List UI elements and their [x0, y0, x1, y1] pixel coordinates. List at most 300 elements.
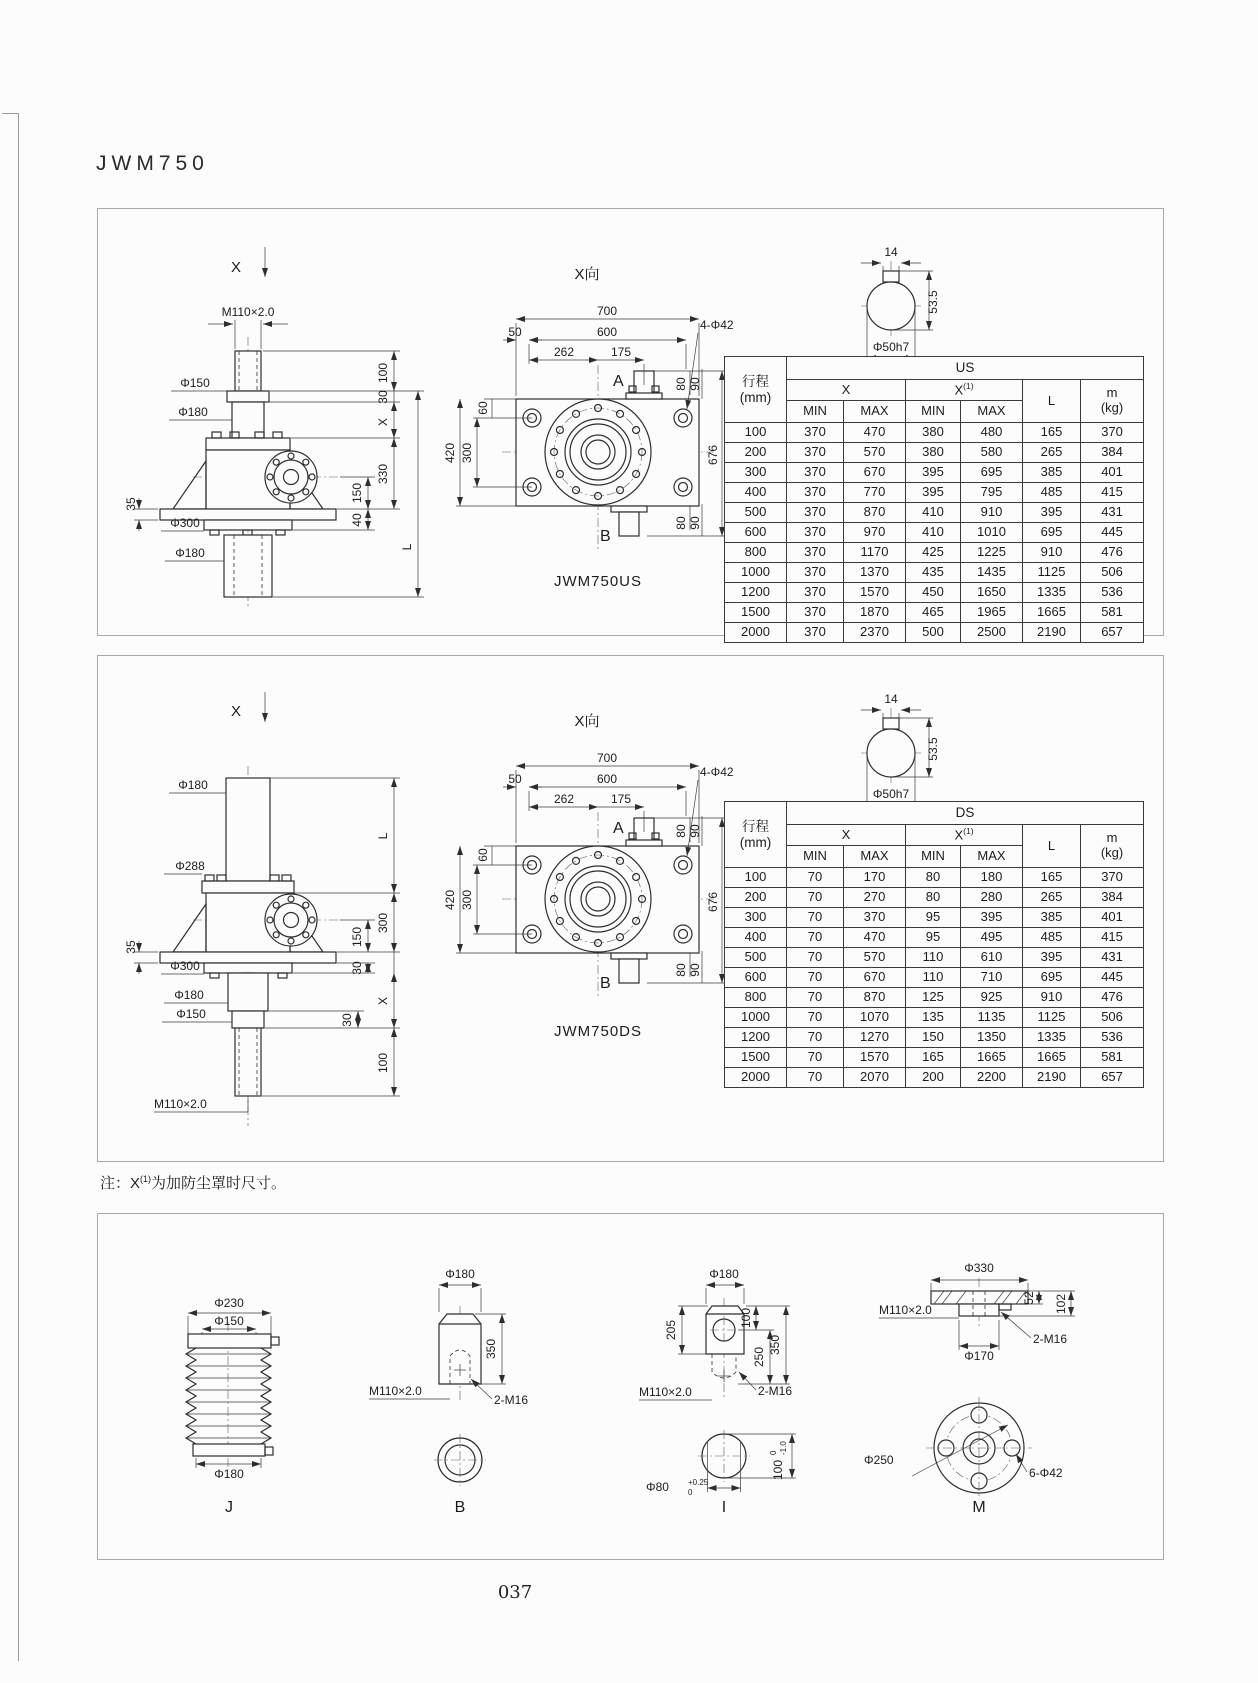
- table-cell: 500: [906, 623, 961, 643]
- i-d80-sup: +0.25: [688, 1478, 709, 1487]
- table-cell: 370: [1081, 868, 1144, 888]
- us-model-label: JWM750US: [553, 573, 643, 590]
- table-cell: 1370: [844, 563, 906, 583]
- table-cell: 100: [725, 868, 787, 888]
- table-cell: 770: [844, 483, 906, 503]
- table-cell: 110: [906, 948, 961, 968]
- us-dim-300: 300: [460, 442, 474, 464]
- table-cell: 2000: [725, 623, 787, 643]
- table-cell: 425: [906, 543, 961, 563]
- table-cell: 370: [1081, 423, 1144, 443]
- table-cell: 1435: [961, 563, 1023, 583]
- table-row: [725, 623, 1144, 643]
- table-cell: 170: [844, 868, 906, 888]
- ds-dim-50: 50: [508, 772, 522, 786]
- page-number: 037: [497, 1582, 533, 1603]
- table-row: [725, 1068, 1144, 1088]
- table-cell: 2070: [844, 1068, 906, 1088]
- i-dim-100: 100: [739, 1307, 753, 1329]
- table-cell: 165: [1023, 423, 1081, 443]
- us-dim-x: X: [376, 417, 390, 427]
- ds-shaft-detail: [861, 692, 940, 808]
- table-cell: 695: [1023, 523, 1081, 543]
- us-dim-80a: 80: [674, 377, 688, 391]
- us-dim-262: 262: [553, 345, 575, 359]
- us-dim-l: L: [400, 543, 414, 551]
- table-cell: 70: [787, 908, 844, 928]
- i-d180-label: Φ180: [709, 1267, 739, 1281]
- ds-table-body: [725, 868, 1144, 1088]
- margin-rule-tick: [2, 113, 19, 114]
- ds-dim-300t: 300: [460, 889, 474, 911]
- us-col-min1: MIN: [787, 401, 844, 423]
- table-cell: 400: [725, 483, 787, 503]
- table-cell: 695: [961, 463, 1023, 483]
- us-dim-30: 30: [376, 390, 390, 404]
- us-d180-bot-label: Φ180: [175, 546, 205, 560]
- us-col-stroke: 行程 (mm): [725, 357, 787, 423]
- footnote: 注：$X^{(1)}$为加防尘罩时尺寸。: [100, 1174, 287, 1192]
- table-cell: 581: [1081, 1048, 1144, 1068]
- table-row: [725, 463, 1144, 483]
- table-cell: 385: [1023, 908, 1081, 928]
- table-cell: 95: [906, 908, 961, 928]
- table-cell: 415: [1081, 928, 1144, 948]
- table-cell: 600: [725, 968, 787, 988]
- table-cell: 670: [844, 968, 906, 988]
- i-dim-350: 350: [768, 1334, 782, 1356]
- table-cell: 500: [725, 948, 787, 968]
- table-cell: 1200: [725, 583, 787, 603]
- ds-thread-label: M110×2.0: [154, 1097, 207, 1111]
- table-cell: 300: [725, 463, 787, 483]
- us-table-body: [725, 423, 1144, 643]
- us-col-x1: $X^{(1)}$: [906, 380, 1023, 401]
- us-dim-150: 150: [350, 482, 364, 504]
- table-cell: 370: [787, 543, 844, 563]
- table-cell: 70: [787, 968, 844, 988]
- us-dim-100: 100: [376, 362, 390, 384]
- accessory-j-bellows: [186, 1296, 279, 1516]
- table-cell: 395: [1023, 503, 1081, 523]
- ds-panel: [97, 655, 1164, 1162]
- us-dim-420: 420: [443, 442, 457, 464]
- ds-d180-bot-label: Φ180: [174, 988, 204, 1002]
- table-cell: 1335: [1023, 1028, 1081, 1048]
- us-axis-label: X: [230, 259, 242, 276]
- ds-dim-holes: 4-Φ42: [700, 765, 734, 779]
- table-cell: 1125: [1023, 563, 1081, 583]
- m-d170-label: Φ170: [964, 1349, 994, 1363]
- us-dim-40: 40: [350, 513, 364, 527]
- margin-rule: [18, 113, 19, 1661]
- b-tap-label: 2-M16: [494, 1393, 529, 1407]
- table-cell: 370: [787, 423, 844, 443]
- table-cell: 2000: [725, 1068, 787, 1088]
- shaft-depth: 53.5: [926, 737, 940, 761]
- shaft-dia: Φ50h7: [872, 340, 910, 354]
- table-cell: 710: [961, 968, 1023, 988]
- table-cell: 610: [961, 948, 1023, 968]
- table-cell: 370: [787, 583, 844, 603]
- table-cell: 401: [1081, 463, 1144, 483]
- table-cell: 1965: [961, 603, 1023, 623]
- table-cell: 1135: [961, 1008, 1023, 1028]
- us-d150-label: Φ150: [180, 376, 210, 390]
- m-tap-label: 2-M16: [1033, 1332, 1068, 1346]
- table-cell: 500: [725, 503, 787, 523]
- table-cell: 270: [844, 888, 906, 908]
- ds-topview-title: X向: [574, 713, 600, 730]
- shaft-depth: 53.5: [926, 290, 940, 314]
- us-dim-35: 35: [124, 497, 138, 511]
- table-cell: 657: [1081, 1068, 1144, 1088]
- us-dim-90b: 90: [688, 516, 702, 530]
- m-holes-label: 6-Φ42: [1029, 1466, 1063, 1480]
- table-cell: 80: [906, 868, 961, 888]
- us-thread-label: M110×2.0: [221, 305, 275, 319]
- table-cell: 370: [844, 908, 906, 928]
- ds-model-label: JWM750DS: [553, 1023, 643, 1040]
- table-cell: 135: [906, 1008, 961, 1028]
- us-col-min2: MIN: [906, 401, 961, 423]
- page-title: JWM750: [96, 152, 209, 175]
- i-tap-label: 2-M16: [758, 1384, 793, 1398]
- table-cell: 395: [906, 463, 961, 483]
- table-cell: 200: [725, 443, 787, 463]
- table-cell: 2190: [1023, 623, 1081, 643]
- table-cell: 2190: [1023, 1068, 1081, 1088]
- table-cell: 415: [1081, 483, 1144, 503]
- table-cell: 506: [1081, 1008, 1144, 1028]
- m-thread-label: M110×2.0: [879, 1303, 932, 1317]
- i-w100-sup: 0: [769, 1450, 778, 1455]
- shaft-key-width: 14: [884, 692, 898, 706]
- table-cell: 800: [725, 988, 787, 1008]
- table-row: [725, 583, 1144, 603]
- table-cell: 485: [1023, 928, 1081, 948]
- table-cell: 395: [961, 908, 1023, 928]
- shaft-key-width: 14: [884, 245, 898, 259]
- i-w100-sub: -1.0: [779, 1441, 788, 1455]
- table-cell: 1010: [961, 523, 1023, 543]
- us-d300-label: Φ300: [170, 516, 200, 530]
- us-dim-90a: 90: [688, 377, 702, 391]
- ds-dim-80b: 80: [674, 963, 688, 977]
- ds-point-a: A: [613, 820, 624, 837]
- table-row: [725, 888, 1144, 908]
- table-cell: 580: [961, 443, 1023, 463]
- table-cell: 200: [906, 1068, 961, 1088]
- us-group-header: US: [787, 357, 1144, 380]
- table-cell: 470: [844, 423, 906, 443]
- ds-dim-175: 175: [610, 792, 632, 806]
- table-cell: 1665: [1023, 1048, 1081, 1068]
- table-row: [725, 523, 1144, 543]
- table-row: [725, 543, 1144, 563]
- ds-dim-80a: 80: [674, 824, 688, 838]
- b-dim-350: 350: [484, 1338, 498, 1360]
- table-cell: 1665: [961, 1048, 1023, 1068]
- table-cell: 445: [1081, 523, 1144, 543]
- table-cell: 570: [844, 443, 906, 463]
- i-d80-base: Φ80: [646, 1480, 669, 1494]
- table-cell: 401: [1081, 908, 1144, 928]
- table-row: [725, 563, 1144, 583]
- i-w100-tolerance: [769, 1441, 788, 1480]
- table-cell: 180: [961, 868, 1023, 888]
- table-cell: 400: [725, 928, 787, 948]
- us-dim-600: 600: [596, 325, 618, 339]
- table-cell: 465: [906, 603, 961, 623]
- table-cell: 970: [844, 523, 906, 543]
- table-cell: 1350: [961, 1028, 1023, 1048]
- table-cell: 870: [844, 503, 906, 523]
- b-d180-label: Φ180: [445, 1267, 475, 1281]
- table-cell: 300: [725, 908, 787, 928]
- table-cell: 100: [725, 423, 787, 443]
- us-side-view: [124, 247, 424, 607]
- table-cell: 1000: [725, 1008, 787, 1028]
- table-cell: 2500: [961, 623, 1023, 643]
- accessory-m-flange: [864, 1261, 1075, 1516]
- table-cell: 1225: [961, 543, 1023, 563]
- table-cell: 1125: [1023, 1008, 1081, 1028]
- table-cell: 470: [844, 928, 906, 948]
- ds-d150-label: Φ150: [176, 1007, 206, 1021]
- table-cell: 380: [906, 443, 961, 463]
- table-cell: 910: [1023, 543, 1081, 563]
- ds-axis-label: X: [230, 703, 242, 720]
- table-cell: 870: [844, 988, 906, 1008]
- table-cell: 435: [906, 563, 961, 583]
- table-cell: 657: [1081, 623, 1144, 643]
- i-letter: I: [721, 1499, 727, 1516]
- table-cell: 265: [1023, 443, 1081, 463]
- m-letter: M: [972, 1499, 986, 1516]
- table-cell: 370: [787, 503, 844, 523]
- b-thread-label: M110×2.0: [369, 1384, 422, 1398]
- m-d250-label: Φ250: [864, 1453, 894, 1467]
- m-dim-52: 52: [1022, 1291, 1036, 1305]
- ds-dim-30b: 30: [340, 1013, 354, 1027]
- b-letter: B: [454, 1499, 466, 1516]
- table-cell: 395: [1023, 948, 1081, 968]
- table-cell: 370: [787, 623, 844, 643]
- table-cell: 70: [787, 988, 844, 1008]
- table-cell: 476: [1081, 988, 1144, 1008]
- table-cell: 70: [787, 1068, 844, 1088]
- ds-dim-30a: 30: [350, 961, 364, 975]
- table-cell: 1170: [844, 543, 906, 563]
- table-cell: 1335: [1023, 583, 1081, 603]
- table-cell: 384: [1081, 888, 1144, 908]
- j-d150-label: Φ150: [214, 1314, 244, 1328]
- us-dim-676: 676: [706, 444, 720, 466]
- table-row: [725, 603, 1144, 623]
- table-cell: 1665: [1023, 603, 1081, 623]
- us-dim-330: 330: [376, 463, 390, 485]
- table-cell: 370: [787, 443, 844, 463]
- j-letter: J: [225, 1499, 233, 1516]
- table-cell: 536: [1081, 583, 1144, 603]
- us-dim-80b: 80: [674, 516, 688, 530]
- ds-col-max2: MAX: [961, 846, 1023, 868]
- table-cell: 1570: [844, 583, 906, 603]
- ds-d180-top-label: Φ180: [178, 778, 208, 792]
- table-cell: 370: [787, 603, 844, 623]
- table-cell: 480: [961, 423, 1023, 443]
- table-cell: 485: [1023, 483, 1081, 503]
- us-point-b: B: [600, 528, 611, 545]
- table-row: [725, 908, 1144, 928]
- accessory-b-top-plate: [369, 1267, 528, 1516]
- table-row: [725, 503, 1144, 523]
- table-row: [725, 483, 1144, 503]
- ds-dim-700: 700: [596, 751, 618, 765]
- table-cell: 200: [725, 888, 787, 908]
- m-d330-label: Φ330: [964, 1261, 994, 1275]
- ds-group-header: DS: [787, 802, 1144, 825]
- table-cell: 395: [906, 483, 961, 503]
- table-row: [725, 1008, 1144, 1028]
- us-top-view: [443, 266, 734, 590]
- ds-dim-l: L: [376, 832, 390, 840]
- ds-dim-x: X: [376, 996, 390, 1006]
- table-cell: 695: [1023, 968, 1081, 988]
- table-cell: 95: [906, 928, 961, 948]
- table-cell: 165: [1023, 868, 1081, 888]
- table-cell: 476: [1081, 543, 1144, 563]
- table-cell: 70: [787, 948, 844, 968]
- ds-col-max1: MAX: [844, 846, 906, 868]
- j-d180-label: Φ180: [214, 1467, 244, 1481]
- table-row: [725, 968, 1144, 988]
- table-cell: 670: [844, 463, 906, 483]
- ds-dim-600: 600: [596, 772, 618, 786]
- table-cell: 70: [787, 868, 844, 888]
- us-col-max1: MAX: [844, 401, 906, 423]
- table-cell: 495: [961, 928, 1023, 948]
- us-dim-50: 50: [508, 325, 522, 339]
- ds-dim-420: 420: [443, 889, 457, 911]
- accessory-i-clevis-end: [639, 1267, 796, 1516]
- i-dim-205: 205: [664, 1319, 678, 1341]
- ds-col-l: L: [1023, 825, 1081, 868]
- table-cell: 70: [787, 888, 844, 908]
- table-row: [725, 948, 1144, 968]
- ds-table: [724, 801, 1144, 1088]
- ds-dim-90b: 90: [688, 963, 702, 977]
- table-cell: 581: [1081, 603, 1144, 623]
- accessories-panel: [97, 1213, 1164, 1560]
- table-cell: 70: [787, 1028, 844, 1048]
- ds-dim-90a: 90: [688, 824, 702, 838]
- us-d180-top-label: Φ180: [178, 405, 208, 419]
- table-cell: 165: [906, 1048, 961, 1068]
- table-cell: 125: [906, 988, 961, 1008]
- ds-dim-35: 35: [124, 940, 138, 954]
- ds-top-view: [443, 713, 734, 1040]
- table-cell: 1000: [725, 563, 787, 583]
- ds-d288-label: Φ288: [175, 859, 205, 873]
- table-cell: 370: [787, 523, 844, 543]
- ds-col-stroke: 行程 (mm): [725, 802, 787, 868]
- table-cell: 910: [961, 503, 1023, 523]
- table-cell: 70: [787, 1008, 844, 1028]
- table-cell: 1200: [725, 1028, 787, 1048]
- table-cell: 70: [787, 928, 844, 948]
- table-cell: 795: [961, 483, 1023, 503]
- table-cell: 70: [787, 1048, 844, 1068]
- table-cell: 410: [906, 503, 961, 523]
- table-cell: 2200: [961, 1068, 1023, 1088]
- table-row: [725, 928, 1144, 948]
- table-row: [725, 988, 1144, 1008]
- table-cell: 384: [1081, 443, 1144, 463]
- table-cell: 536: [1081, 1028, 1144, 1048]
- us-dim-175: 175: [610, 345, 632, 359]
- us-shaft-detail: [861, 245, 940, 361]
- us-panel: [97, 208, 1164, 640]
- table-cell: 431: [1081, 948, 1144, 968]
- ds-dim-262: 262: [553, 792, 575, 806]
- table-cell: 1570: [844, 1048, 906, 1068]
- table-cell: 600: [725, 523, 787, 543]
- table-row: [725, 423, 1144, 443]
- table-cell: 1650: [961, 583, 1023, 603]
- i-thread-label: M110×2.0: [639, 1385, 692, 1399]
- i-d80-sub: 0: [688, 1488, 693, 1497]
- us-dim-60: 60: [476, 401, 490, 415]
- ds-col-m: m (kg): [1081, 825, 1144, 868]
- accessories-drawing: [98, 1214, 1163, 1559]
- ds-dim-150: 150: [350, 926, 364, 948]
- us-point-a: A: [613, 373, 624, 390]
- table-cell: 1500: [725, 603, 787, 623]
- table-cell: 1500: [725, 1048, 787, 1068]
- us-col-m: m (kg): [1081, 380, 1144, 423]
- us-col-max2: MAX: [961, 401, 1023, 423]
- ds-point-b: B: [600, 975, 611, 992]
- table-cell: 380: [906, 423, 961, 443]
- ds-dim-676: 676: [706, 891, 720, 913]
- ds-dim-100: 100: [376, 1052, 390, 1074]
- table-cell: 370: [787, 463, 844, 483]
- table-cell: 280: [961, 888, 1023, 908]
- table-row: [725, 1028, 1144, 1048]
- table-cell: 2370: [844, 623, 906, 643]
- ds-dim-300: 300: [376, 912, 390, 934]
- table-cell: 385: [1023, 463, 1081, 483]
- table-cell: 1070: [844, 1008, 906, 1028]
- ds-col-x: X: [787, 825, 906, 846]
- m-dim-102: 102: [1054, 1293, 1068, 1315]
- shaft-dia: Φ50h7: [872, 787, 910, 801]
- table-cell: 925: [961, 988, 1023, 1008]
- table-cell: 370: [787, 483, 844, 503]
- i-dim-250: 250: [752, 1346, 766, 1368]
- table-row: [725, 443, 1144, 463]
- table-cell: 80: [906, 888, 961, 908]
- table-cell: 450: [906, 583, 961, 603]
- us-dim-holes: 4-Φ42: [700, 318, 734, 332]
- us-table: [724, 356, 1144, 643]
- table-cell: 1870: [844, 603, 906, 623]
- table-cell: 150: [906, 1028, 961, 1048]
- table-cell: 506: [1081, 563, 1144, 583]
- table-cell: 410: [906, 523, 961, 543]
